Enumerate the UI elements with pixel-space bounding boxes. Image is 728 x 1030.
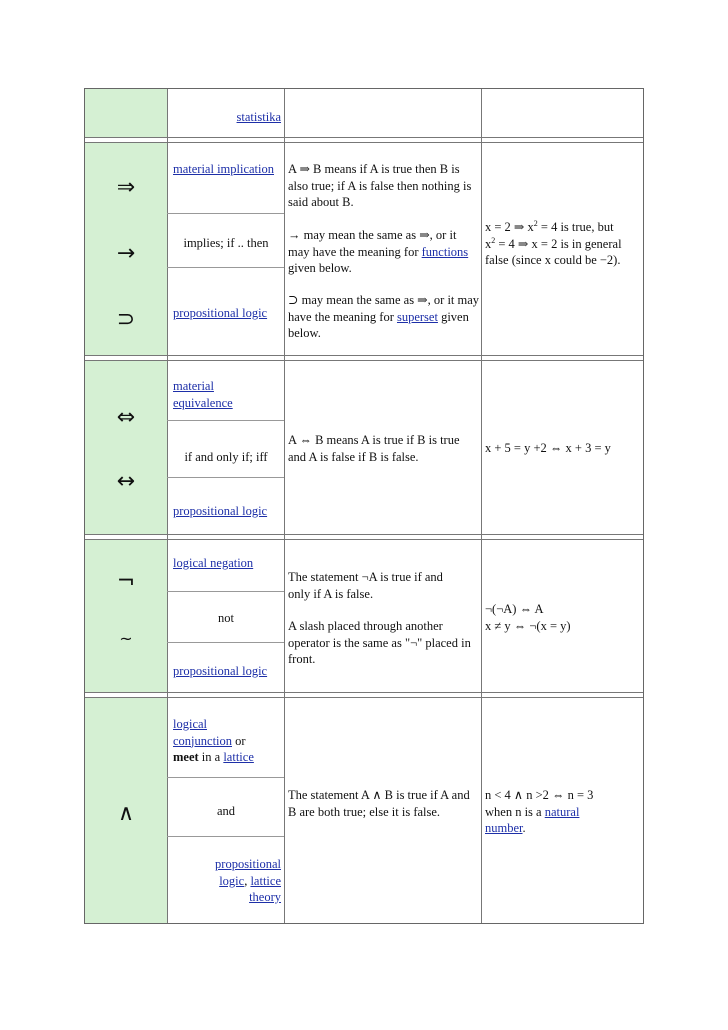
propositional-logic-link[interactable]: propositional logic: [173, 664, 268, 678]
equivalence-example: x + 5 = y +2 ⇔ x + 3 = y: [485, 441, 611, 455]
implication-explanation-2: → may mean the same as ⇒, or it may have the meaning for functions given below.: [288, 228, 469, 275]
implies-double-arrow-symbol: ⇒: [116, 175, 136, 200]
material-implication-link[interactable]: material implication: [173, 162, 275, 176]
symbol-cell-negation: [85, 539, 167, 692]
symbol-cell-stat: [85, 89, 167, 137]
row-divider: [85, 360, 643, 361]
implication-explanation-1: A ⇒ B means if A is true then B is also true; if A is false then nothing is said about B.: [288, 162, 472, 209]
material-equivalence-link[interactable]: material equivalence: [173, 379, 233, 410]
row-divider: [85, 137, 643, 138]
logic-link[interactable]: logic: [219, 873, 245, 888]
conjunction-name: logical conjunction or meet in a lattice: [173, 717, 254, 764]
conjunction-category: propositional logic, lattice theory: [215, 857, 281, 904]
negation-example-1: ¬(¬A) ⇔ A: [485, 602, 544, 616]
negation-explanation-2: A slash placed through another operator is the same as "¬" placed in front.: [288, 619, 471, 666]
conjunction-example: n < 4 ∧ n >2 ⇔ n = 3 when n is a natural number.: [485, 788, 594, 835]
negation-symbol: ¬: [116, 569, 136, 594]
col-divider: [167, 89, 168, 923]
negation-reading: not: [218, 611, 234, 625]
propositional-logic-link[interactable]: propositional logic: [173, 306, 268, 320]
superset-link-text[interactable]: superset: [396, 309, 438, 324]
equivalence-explanation: A ⇔ B means A is true if B is true and A is false if B is false.: [288, 433, 460, 464]
symbol-table: [84, 88, 644, 924]
superset-symbol: ⊃: [116, 307, 136, 332]
row-divider: [85, 697, 643, 698]
row-divider: [85, 692, 643, 693]
conjunction-symbol: ∧: [117, 801, 135, 826]
tilde-symbol: ~: [119, 629, 133, 648]
propositional-logic-link[interactable]: propositional logic: [173, 504, 268, 518]
col-divider: [481, 89, 482, 923]
symbol-cell-equivalence: [85, 360, 167, 534]
logical-negation-link[interactable]: logical negation: [173, 556, 254, 570]
right-arrow-symbol: →: [116, 241, 136, 266]
row-divider: [85, 142, 643, 143]
row-divider: [85, 355, 643, 356]
equivalence-reading: if and only if; iff: [184, 450, 268, 464]
row-divider: [85, 539, 643, 540]
logical-link[interactable]: logical: [173, 717, 208, 731]
theory-link[interactable]: theory: [249, 890, 281, 904]
conjunction-reading: and: [216, 804, 236, 818]
row-divider: [85, 534, 643, 535]
implication-explanation-3: ⊃ may mean the same as ⇒, or it may have the meaning for superset given below.: [288, 293, 480, 340]
natural-link[interactable]: natural: [544, 804, 580, 819]
number-link[interactable]: number: [485, 821, 523, 835]
left-right-arrow-symbol: ↔: [116, 469, 136, 494]
propositional-link[interactable]: propositional: [215, 857, 281, 871]
statistika-link[interactable]: statistika: [236, 110, 281, 124]
implication-reading: implies; if .. then: [183, 236, 269, 250]
functions-link[interactable]: functions: [421, 244, 469, 259]
lattice-link[interactable]: lattice: [250, 873, 281, 888]
implication-example: x = 2 ⇒ $x^2 = 4$ is true, but $x^2 = 4$ ⇒ x = 2 is in general false (since x could be −2).: [485, 218, 622, 267]
conjunction-explanation: The statement A ∧ B is true if A and B are both true; else it is false.: [288, 788, 470, 819]
lattice-link[interactable]: lattice: [223, 750, 254, 764]
negation-explanation-1: The statement ¬A is true if and only if A is false.: [288, 570, 443, 601]
conjunction-link[interactable]: conjunction: [173, 733, 233, 748]
iff-double-arrow-symbol: ⇔: [116, 405, 136, 430]
negation-example-2: x ≠ y ⇔ ¬(x = y): [485, 619, 571, 633]
